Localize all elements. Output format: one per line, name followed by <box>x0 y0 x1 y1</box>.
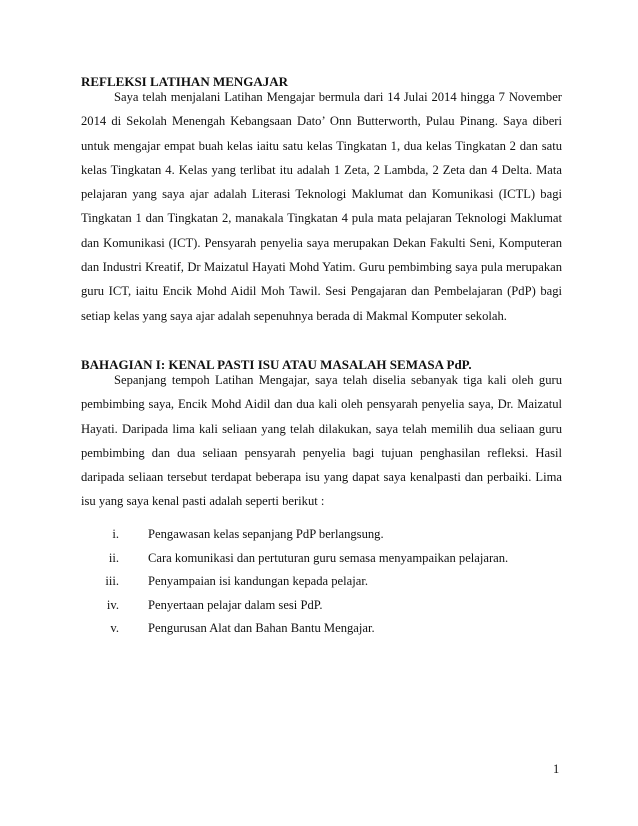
list-item-number: iv. <box>106 597 119 612</box>
section-heading: BAHAGIAN I: KENAL PASTI ISU ATAU MASALAH SEMASA PdP. <box>81 357 472 372</box>
list-item-text: Penyampaian isi kandungan kepada pelajar. <box>148 574 368 589</box>
list-item <box>81 597 562 621</box>
intro-paragraph: Saya telah menjalani Latihan Mengajar bermula dari 14 Julai 2014 hingga 7 November 2014 di Sekolah Menengah Kebangsaan Dato’ Onn Butterworth, Pulau Pinang. Saya diberi untuk mengajar empat buah kelas iaitu satu kelas Tingkatan 1, dua kelas Tingkatan 2 dan satu kelas Tingkatan 4. Kelas yang terlibat itu adalah 1 Zeta, 2 Lambda, 2 Zeta dan 4 Delta. Mata pelajaran yang saya ajar adalah Literasi Teknologi Maklumat dan Komunikasi (ICTL) bagi Tingkatan 1 dan Tingkatan 2, manakala Tingkatan 4 pula mata pelajaran Teknologi Maklumat dan Komunikasi (ICT). Pensyarah penyelia saya merupakan Dekan Fakulti Seni, Komputeran dan Industri Kreatif, Dr Maizatul Hayati Mohd Yatim. Guru pembimbing saya pula merupakan guru ICT, iaitu Encik Mohd Aidil Moh Tawil. Sesi Pengajaran dan Pembelajaran (PdP) bagi setiap kelas yang saya ajar adalah sepenuhnya berada di Makmal Komputer sekolah. <box>81 90 562 323</box>
page-number: 1 <box>553 762 560 776</box>
list-item-number: i. <box>112 527 119 541</box>
list-item-text: Pengawasan kelas sepanjang PdP berlangsung. <box>148 527 384 541</box>
list-item-number: ii. <box>108 550 119 565</box>
list-item <box>81 620 562 644</box>
list-item-number: iii. <box>105 574 119 589</box>
list-item-number: v. <box>110 621 119 636</box>
document-title: REFLEKSI LATIHAN MENGAJAR <box>81 74 289 89</box>
list-item <box>81 526 562 550</box>
list-item <box>81 550 562 574</box>
list-item-text: Penyertaan pelajar dalam sesi PdP. <box>148 597 323 612</box>
list-item-text: Pengurusan Alat dan Bahan Bantu Mengajar. <box>148 621 375 636</box>
issues-list <box>81 526 562 644</box>
list-item <box>81 573 562 597</box>
list-item-text: Cara komunikasi dan pertuturan guru semasa menyampaikan pelajaran. <box>148 550 509 565</box>
section-paragraph: Sepanjang tempoh Latihan Mengajar, saya telah diselia sebanyak tiga kali oleh guru pembimbing saya, Encik Mohd Aidil dan dua kali oleh pensyarah penyelia saya, Dr. Maizatul Hayati. Daripada lima kali seliaan yang telah dilakukan, saya telah memilih dua seliaan guru pembimbing dan dua seliaan pensyarah penyelia bagi tujuan penghasilan refleksi. Hasil daripada seliaan tersebut terdapat beberapa isu yang dapat saya kenalpasti dan perbaiki. Lima isu yang saya kenal pasti adalah seperti berikut : <box>81 373 562 509</box>
